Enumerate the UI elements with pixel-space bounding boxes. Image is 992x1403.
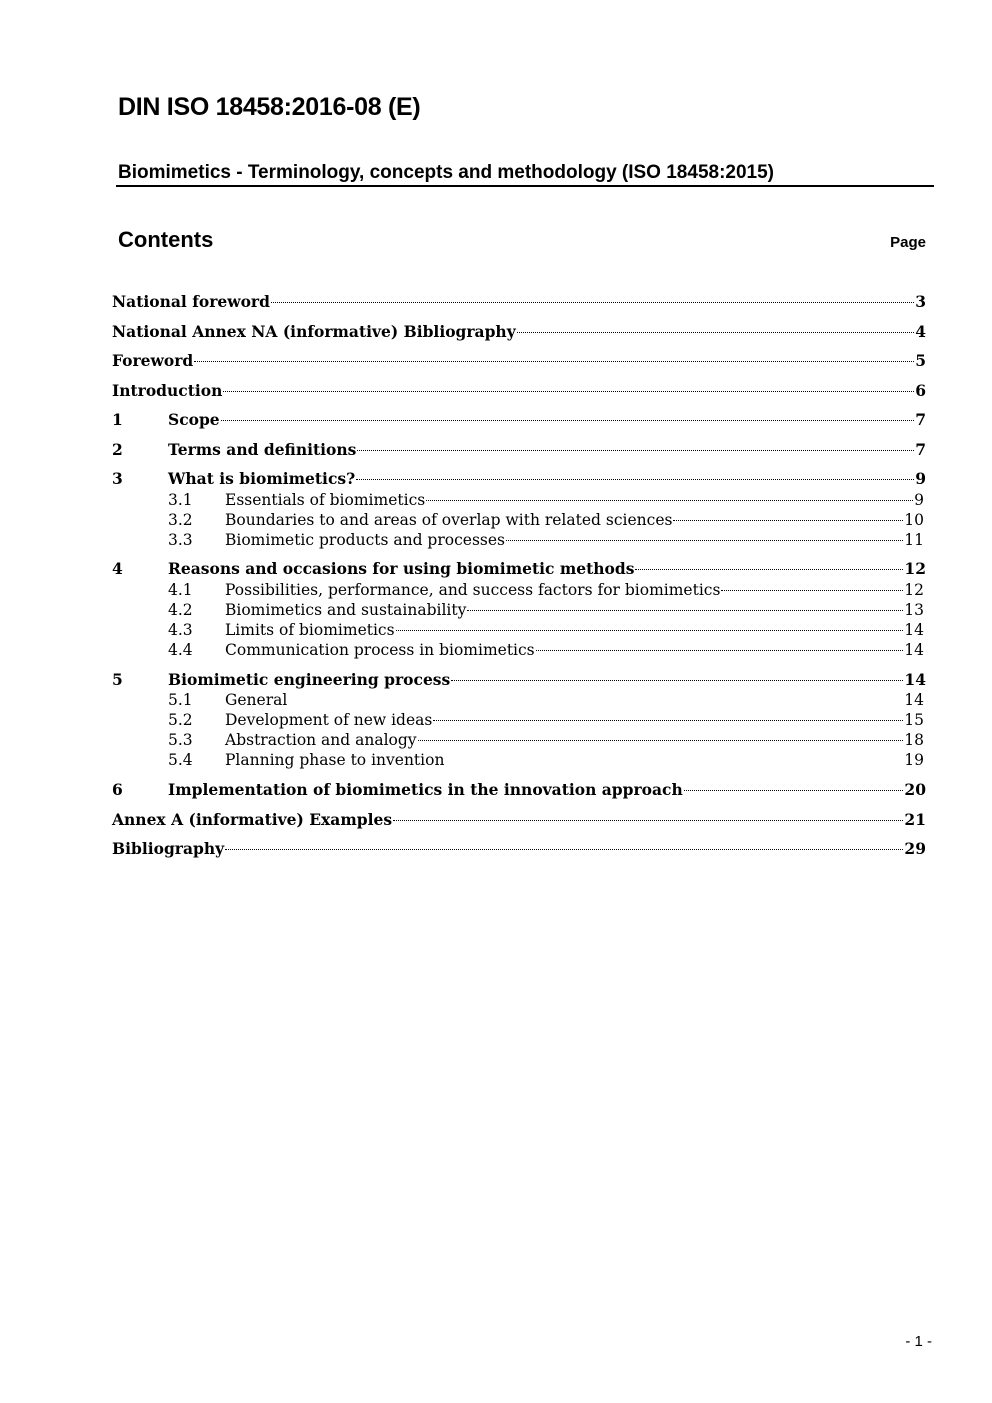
toc-entry-title: National foreword — [112, 292, 270, 311]
toc-entry-page: 7 — [915, 440, 926, 459]
dot-leader — [393, 820, 903, 821]
dot-leader — [506, 540, 903, 541]
dot-leader — [221, 420, 915, 421]
toc-entry-page: 10 — [904, 511, 924, 529]
toc-entry-boundaries[interactable] — [168, 510, 924, 530]
toc-entry-terms-definitions[interactable] — [112, 440, 926, 460]
toc-entry-title: Scope — [168, 410, 220, 429]
dot-leader — [288, 700, 903, 701]
toc-entry-page: 12 — [904, 581, 924, 599]
toc-entry-national-foreword[interactable] — [112, 292, 926, 312]
toc-entry-title: Terms and definitions — [168, 440, 357, 459]
toc-entry-implementation[interactable] — [112, 780, 926, 800]
toc-entry-page: 6 — [915, 381, 926, 400]
dot-leader — [271, 302, 914, 303]
toc-entry-scope[interactable] — [112, 410, 926, 430]
toc-entry-title: Biomimetics and sustainability — [225, 601, 467, 619]
toc-entry-annex-a[interactable] — [112, 810, 926, 830]
toc-entry-abstraction[interactable] — [168, 730, 924, 750]
toc-entry-title: Essentials of biomimetics — [225, 491, 426, 509]
toc-entry-title: Foreword — [112, 351, 194, 370]
toc-entry-title: Boundaries to and areas of overlap with related sciences — [225, 511, 673, 529]
toc-entry-title: Abstraction and analogy — [225, 731, 417, 749]
dot-leader — [433, 720, 903, 721]
dot-leader — [536, 650, 904, 651]
toc-entry-introduction[interactable] — [112, 381, 926, 401]
dot-leader — [426, 500, 913, 501]
dot-leader — [194, 361, 914, 362]
toc-entry-possibilities[interactable] — [168, 580, 924, 600]
dot-leader — [467, 610, 903, 611]
dot-leader — [451, 680, 903, 681]
dot-leader — [225, 849, 903, 850]
toc-entry-communication[interactable] — [168, 640, 924, 660]
dot-leader — [721, 590, 903, 591]
dot-leader — [356, 479, 914, 480]
toc-entry-page: 14 — [904, 670, 926, 689]
toc-entry-what-is-biomimetics[interactable] — [112, 469, 926, 489]
dot-leader — [673, 520, 903, 521]
toc-entry-number: 4.4 — [168, 641, 193, 659]
toc-entry-sustainability[interactable] — [168, 600, 924, 620]
toc-entry-page: 11 — [904, 531, 924, 549]
toc-entry-page: 14 — [904, 621, 924, 639]
toc-entry-national-annex[interactable] — [112, 322, 926, 342]
toc-entry-bibliography[interactable] — [112, 839, 926, 859]
contents-heading: Contents — [118, 227, 214, 252]
toc-entry-number: 3.2 — [168, 511, 193, 529]
toc-entry-planning-phase[interactable] — [168, 750, 924, 770]
toc-entry-number: 2 — [112, 440, 123, 459]
toc-entry-limits[interactable] — [168, 620, 924, 640]
toc-entry-number: 4.2 — [168, 601, 193, 619]
toc-entry-page: 19 — [904, 751, 924, 769]
toc-entry-number: 3.3 — [168, 531, 193, 549]
toc-entry-title: Reasons and occasions for using biomimetic methods — [168, 559, 635, 578]
toc-entry-title: Planning phase to invention — [225, 751, 445, 769]
toc-entry-page: 9 — [914, 491, 924, 509]
dot-leader — [396, 630, 904, 631]
toc-entry-page: 20 — [904, 780, 926, 799]
toc-entry-foreword[interactable] — [112, 351, 926, 371]
toc-entry-title: Communication process in biomimetics — [225, 641, 535, 659]
dot-leader — [357, 450, 914, 451]
toc-entry-title: Implementation of biomimetics in the innovation approach — [168, 780, 683, 799]
toc-entry-number: 5.1 — [168, 691, 193, 709]
toc-entry-page: 18 — [904, 731, 924, 749]
toc-entry-number: 5.4 — [168, 751, 193, 769]
toc-entry-page: 29 — [904, 839, 926, 858]
document-subtitle: Biomimetics - Terminology, concepts and methodology (ISO 18458:2015) — [118, 162, 775, 183]
toc-entry-engineering-process[interactable] — [112, 670, 926, 690]
page-number: - 1 - — [905, 1333, 932, 1350]
toc-entry-page: 21 — [904, 810, 926, 829]
page-column-heading: Page — [890, 234, 926, 251]
toc-entry-page: 15 — [904, 711, 924, 729]
toc-entry-page: 13 — [904, 601, 924, 619]
toc-entry-title: Biomimetic products and processes — [225, 531, 505, 549]
toc-entry-title: General — [225, 691, 288, 709]
toc-entry-number: 6 — [112, 780, 123, 799]
toc-entry-page: 7 — [915, 410, 926, 429]
toc-entry-number: 5.3 — [168, 731, 193, 749]
toc-entry-title: Limits of biomimetics — [225, 621, 395, 639]
dot-leader — [635, 569, 903, 570]
toc-entry-title: Development of new ideas — [225, 711, 433, 729]
toc-entry-number: 3 — [112, 469, 123, 488]
toc-entry-page: 5 — [915, 351, 926, 370]
toc-entry-general[interactable] — [168, 690, 924, 710]
toc-entry-number: 3.1 — [168, 491, 193, 509]
toc-entry-title: Bibliography — [112, 839, 225, 858]
toc-entry-number: 5 — [112, 670, 123, 689]
toc-entry-title: National Annex NA (informative) Bibliography — [112, 322, 516, 341]
toc-entry-reasons-occasions[interactable] — [112, 559, 926, 579]
toc-entry-page: 14 — [904, 641, 924, 659]
toc-entry-number: 5.2 — [168, 711, 193, 729]
document-id: DIN ISO 18458:2016-08 (E) — [118, 93, 421, 121]
toc-entry-page: 9 — [915, 469, 926, 488]
dot-leader — [517, 332, 914, 333]
toc-entry-number: 4 — [112, 559, 123, 578]
toc-entry-title: What is biomimetics? — [168, 469, 356, 488]
dot-leader — [445, 760, 903, 761]
dot-leader — [418, 740, 904, 741]
toc-entry-title: Annex A (informative) Examples — [112, 810, 393, 829]
toc-entry-page: 3 — [915, 292, 926, 311]
toc-entry-number: 1 — [112, 410, 123, 429]
dot-leader — [684, 790, 904, 791]
toc-entry-page: 14 — [904, 691, 924, 709]
toc-entry-title: Biomimetic engineering process — [168, 670, 451, 689]
toc-entry-number: 4.1 — [168, 581, 193, 599]
dot-leader — [223, 391, 914, 392]
toc-entry-products-processes[interactable] — [168, 530, 924, 550]
toc-entry-page: 12 — [904, 559, 926, 578]
toc-entry-number: 4.3 — [168, 621, 193, 639]
toc-entry-new-ideas[interactable] — [168, 710, 924, 730]
toc-entry-title: Introduction — [112, 381, 223, 400]
toc-entry-title: Possibilities, performance, and success factors for biomimetics — [225, 581, 721, 599]
toc-entry-essentials[interactable] — [168, 490, 924, 510]
toc-entry-page: 4 — [915, 322, 926, 341]
